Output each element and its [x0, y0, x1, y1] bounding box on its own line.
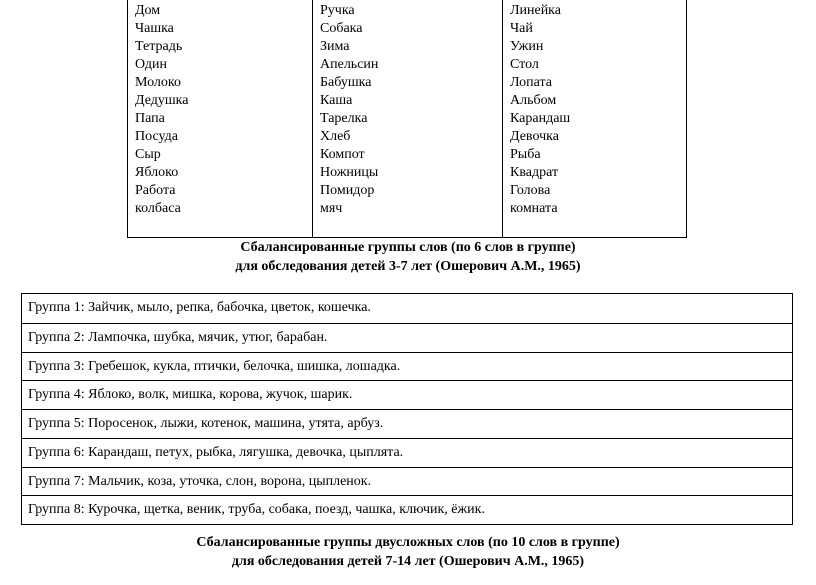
word-cell: Лопата: [510, 75, 552, 90]
word-column-3: [502, 0, 686, 237]
word-cell: Сыр: [135, 147, 161, 162]
word-cell: Собака: [320, 21, 363, 36]
word-cell: Дедушка: [135, 93, 189, 108]
word-cell: Папа: [135, 111, 165, 126]
word-cell: Яблоко: [135, 165, 179, 180]
group-row: Группа 2: Лампочка, шубка, мячик, утюг, барабан.: [22, 323, 792, 352]
group-row: Группа 7: Мальчик, коза, уточка, слон, ворона, цыпленок.: [22, 467, 792, 496]
word-cell: колбаса: [135, 201, 181, 216]
word-cell: Посуда: [135, 129, 178, 144]
word-cell: Апельсин: [320, 57, 379, 72]
word-cell: Чай: [510, 21, 533, 36]
word-column-2: [312, 0, 502, 237]
word-cell: Молоко: [135, 75, 181, 90]
word-cell: Каша: [320, 93, 353, 108]
group-row: Группа 8: Курочка, щетка, веник, труба, собака, поезд, чашка, ключик, ёжик.: [22, 495, 792, 524]
heading-line: Сбалансированные группы слов (по 6 слов в группе): [240, 240, 576, 255]
heading-line: для обследования детей 3-7 лет (Ошерович А.М., 1965): [235, 259, 581, 274]
group-row: Группа 5: Поросенок, лыжи, котенок, машина, утята, арбуз.: [22, 409, 792, 438]
section-heading-preschool: [0, 238, 816, 276]
heading-line: для обследования детей 7-14 лет (Ошерович А.М., 1965): [231, 554, 585, 569]
word-cell: Бабушка: [320, 75, 372, 90]
word-cell: Работа: [135, 183, 176, 198]
word-cell: Помидор: [320, 183, 375, 198]
word-column-1: [128, 0, 312, 237]
word-cell: Девочка: [510, 129, 559, 144]
word-cell: Дом: [135, 3, 161, 18]
word-cell: Ножницы: [320, 165, 379, 180]
group-row: Группа 4: Яблоко, волк, мишка, корова, жучок, шарик.: [22, 380, 792, 409]
word-cell: Линейка: [510, 3, 561, 18]
group-row: Группа 3: Гребешок, кукла, птички, белочка, шишка, лошадка.: [22, 352, 792, 381]
section-heading-school: [0, 533, 816, 571]
word-cell: комната: [510, 201, 558, 216]
word-cell: Тарелка: [320, 111, 368, 126]
word-cell: Голова: [510, 183, 551, 198]
word-cell: мяч: [320, 201, 343, 216]
word-cell: Ужин: [510, 39, 544, 54]
word-cell: Квадрат: [510, 165, 559, 180]
word-cell: Рыба: [510, 147, 541, 162]
word-table: [127, 0, 687, 238]
word-cell: Альбом: [510, 93, 557, 108]
word-cell: Карандаш: [510, 111, 571, 126]
heading-line: Сбалансированные группы двусложных слов (по 10 слов в группе): [196, 535, 620, 550]
word-groups-table: [21, 293, 793, 525]
word-cell: Стол: [510, 57, 539, 72]
word-cell: Хлеб: [320, 129, 351, 144]
group-row: Группа 1: Зайчик, мыло, репка, бабочка, цветок, кошечка.: [28, 300, 371, 315]
word-cell: Один: [135, 57, 168, 72]
word-cell: Тетрадь: [135, 39, 183, 54]
word-cell: Ручка: [320, 3, 355, 18]
word-cell: Зима: [320, 39, 350, 54]
word-cell: Чашка: [135, 21, 174, 36]
group-row: Группа 6: Карандаш, петух, рыбка, лягушка, девочка, цыплята.: [22, 438, 792, 467]
word-cell: Компот: [320, 147, 365, 162]
